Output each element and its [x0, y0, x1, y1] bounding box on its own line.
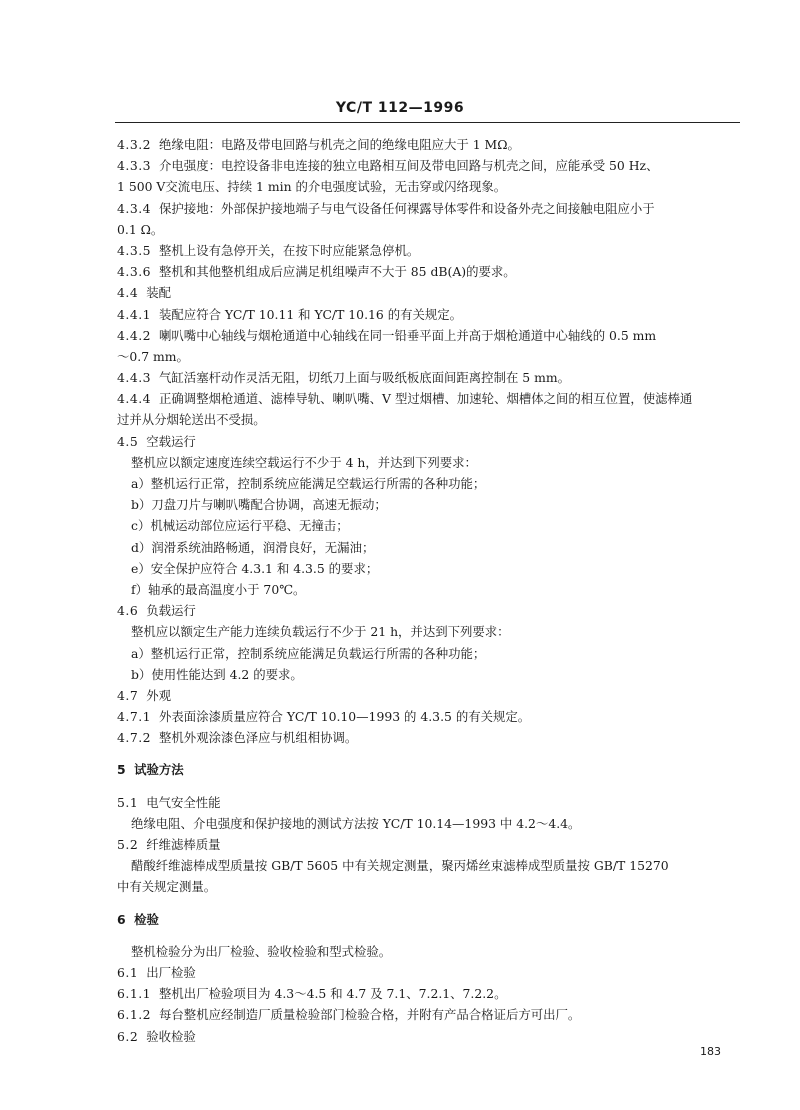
- header-rule: [115, 122, 740, 123]
- text-line: [117, 494, 757, 515]
- text-line: [117, 855, 757, 876]
- clause-text: 试验方法: [134, 762, 184, 778]
- clause-text: 正确调整烟枪通道、滤棒导轨、喇叭嘴、V 型过烟槽、加速轮、烟槽体之间的相互位置，使滤棒通: [159, 391, 693, 407]
- clause-number: 4.3.4: [117, 200, 152, 216]
- clause-line: [117, 983, 757, 1004]
- clause-number: 6.2: [117, 1028, 139, 1044]
- text-line: [117, 452, 757, 473]
- clause-text: 检验: [134, 911, 159, 927]
- clause-number: 4.3.3: [117, 158, 152, 174]
- section-gap: [117, 930, 757, 941]
- clause-text: 醋酸纤维滤棒成型质量按 GB/T 5605 中有关规定测量，聚丙烯丝束滤棒成型质量按 GB/T 15270: [131, 858, 669, 874]
- clause-line: [117, 155, 757, 176]
- clause-text: 整机和其他整机组成后应满足机组噪声不大于 85 dB(A)的要求。: [159, 264, 516, 280]
- text-line: [117, 813, 757, 834]
- clause-text: 整机应以额定速度连续空载运行不少于 4 h，并达到下列要求：: [131, 454, 477, 470]
- clause-line: [117, 240, 757, 261]
- text-line: [117, 515, 757, 536]
- text-line: [117, 579, 757, 600]
- clause-line: [117, 962, 757, 983]
- clause-line: [117, 282, 757, 303]
- clause-line: [117, 367, 757, 388]
- clause-text: b）刀盘刀片与喇叭嘴配合协调，高速无振动；: [131, 497, 387, 513]
- text-line: [117, 643, 757, 664]
- clause-number: 6: [117, 911, 127, 927]
- clause-number: 4.4.2: [117, 327, 152, 343]
- clause-text: 整机应以额定生产能力连续负载运行不少于 21 h，并达到下列要求：: [131, 624, 510, 640]
- text-line: [117, 409, 757, 430]
- clause-text: 验收检验: [146, 1028, 196, 1044]
- clause-text: 1 500 V交流电压、持续 1 min 的介电强度试验，无击穿或闪络现象。: [117, 179, 507, 195]
- text-line: [117, 621, 757, 642]
- clause-text: 装配: [146, 285, 171, 301]
- section-heading: [117, 909, 757, 930]
- clause-line: [117, 134, 757, 155]
- clause-line: [117, 834, 757, 855]
- clause-line: [117, 325, 757, 346]
- standard-code-header: YC/T 112—1996: [335, 100, 465, 116]
- clause-text: 外观: [146, 687, 171, 703]
- section-heading: [117, 759, 757, 780]
- clause-number: 6.1.1: [117, 986, 152, 1002]
- clause-number: 5: [117, 762, 127, 778]
- clause-number: 6.1.2: [117, 1007, 152, 1023]
- clause-number: 4.6: [117, 603, 139, 619]
- clause-text: ～0.7 mm。: [117, 348, 189, 364]
- clause-number: 4.3.2: [117, 137, 152, 152]
- clause-number: 4.7.2: [117, 730, 152, 746]
- text-line: [117, 176, 757, 197]
- clause-text: 整机出厂检验项目为 4.3～4.5 和 4.7 及 7.1、7.2.1、7.2.2。: [159, 986, 507, 1002]
- clause-number: 4.7: [117, 687, 139, 703]
- section-gap: [117, 898, 757, 909]
- text-line: [117, 558, 757, 579]
- clause-number: 4.4.1: [117, 306, 152, 322]
- clause-number: 4.7.1: [117, 709, 152, 725]
- text-line: [117, 473, 757, 494]
- clause-text: 每台整机应经制造厂质量检验部门检验合格，并附有产品合格证后方可出厂。: [159, 1007, 581, 1023]
- clause-text: f）轴承的最高温度小于 70℃。: [131, 581, 306, 597]
- clause-line: [117, 792, 757, 813]
- clause-text: a）整机运行正常，控制系统应能满足负载运行所需的各种功能；: [131, 645, 486, 661]
- clause-number: 4.4.3: [117, 370, 152, 386]
- clause-text: 整机外观涂漆色泽应与机组相协调。: [159, 730, 358, 746]
- clause-text: 介电强度：电控设备非电连接的独立电路相互间及带电回路与机壳之间，应能承受 50 Hz、: [159, 158, 659, 174]
- clause-text: 出厂检验: [146, 964, 196, 980]
- page-number: 183: [700, 1045, 721, 1058]
- clause-line: [117, 706, 757, 727]
- clause-text: b）使用性能达到 4.2 的要求。: [131, 666, 303, 682]
- clause-number: 5.1: [117, 794, 139, 810]
- section-gap: [117, 781, 757, 792]
- clause-text: 绝缘电阻：电路及带电回路与机壳之间的绝缘电阻应大于 1 MΩ。: [159, 137, 520, 152]
- clause-text: 过并从分烟轮送出不受损。: [117, 412, 266, 428]
- clause-text: 喇叭嘴中心轴线与烟枪通道中心轴线在同一铅垂平面上并高于烟枪通道中心轴线的 0.5 mm: [159, 327, 657, 343]
- clause-line: [117, 1026, 757, 1047]
- clause-text: e）安全保护应符合 4.3.1 和 4.3.5 的要求；: [131, 560, 379, 576]
- clause-number: 6.1: [117, 964, 139, 980]
- clause-number: 4.5: [117, 433, 139, 449]
- text-line: [117, 876, 757, 897]
- clause-text: 中有关规定测量。: [117, 879, 217, 895]
- clause-text: a）整机运行正常，控制系统应能满足空载运行所需的各种功能；: [131, 476, 486, 491]
- clause-text: 负载运行: [146, 603, 196, 619]
- clause-number: 5.2: [117, 837, 139, 852]
- clause-line: [117, 1004, 757, 1025]
- clause-text: 电气安全性能: [146, 794, 221, 810]
- clause-text: d）润滑系统油路畅通，润滑良好，无漏油；: [131, 539, 375, 555]
- clause-text: 装配应符合 YC/T 10.11 和 YC/T 10.16 的有关规定。: [159, 306, 463, 322]
- text-line: [117, 941, 757, 962]
- clause-line: [117, 600, 757, 621]
- text-line: [117, 664, 757, 685]
- clause-line: [117, 198, 757, 219]
- clause-text: 外表面涂漆质量应符合 YC/T 10.10—1993 的 4.3.5 的有关规定。: [159, 709, 531, 725]
- clause-line: [117, 261, 757, 282]
- clause-text: 纤维滤棒质量: [146, 837, 221, 852]
- clause-line: [117, 685, 757, 706]
- clause-number: 4.3.5: [117, 242, 152, 258]
- clause-text: 整机检验分为出厂检验、验收检验和型式检验。: [131, 943, 392, 959]
- clause-text: 保护接地：外部保护接地端子与电气设备任何裸露导体零件和设备外壳之间接触电阻应小于: [159, 200, 655, 216]
- clause-number: 4.4.4: [117, 391, 152, 407]
- clause-text: 空载运行: [146, 433, 196, 449]
- clause-text: 0.1 Ω。: [117, 221, 164, 237]
- clause-text: 绝缘电阻、介电强度和保护接地的测试方法按 YC/T 10.14—1993 中 4.2～4.4。: [131, 815, 581, 831]
- text-line: [117, 537, 757, 558]
- clause-line: [117, 727, 757, 748]
- clause-line: [117, 388, 757, 409]
- clause-text: 气缸活塞杆动作灵活无阻，切纸刀上面与吸纸板底面间距离控制在 5 mm。: [159, 370, 571, 386]
- body-text: [117, 134, 757, 1047]
- clause-text: 整机上设有急停开关，在按下时应能紧急停机。: [159, 242, 420, 258]
- clause-text: c）机械运动部位应运行平稳、无撞击；: [131, 518, 349, 534]
- clause-line: [117, 304, 757, 325]
- clause-line: [117, 431, 757, 452]
- clause-number: 4.4: [117, 285, 139, 301]
- text-line: [117, 346, 757, 367]
- clause-number: 4.3.6: [117, 264, 152, 280]
- section-gap: [117, 748, 757, 759]
- text-line: [117, 219, 757, 240]
